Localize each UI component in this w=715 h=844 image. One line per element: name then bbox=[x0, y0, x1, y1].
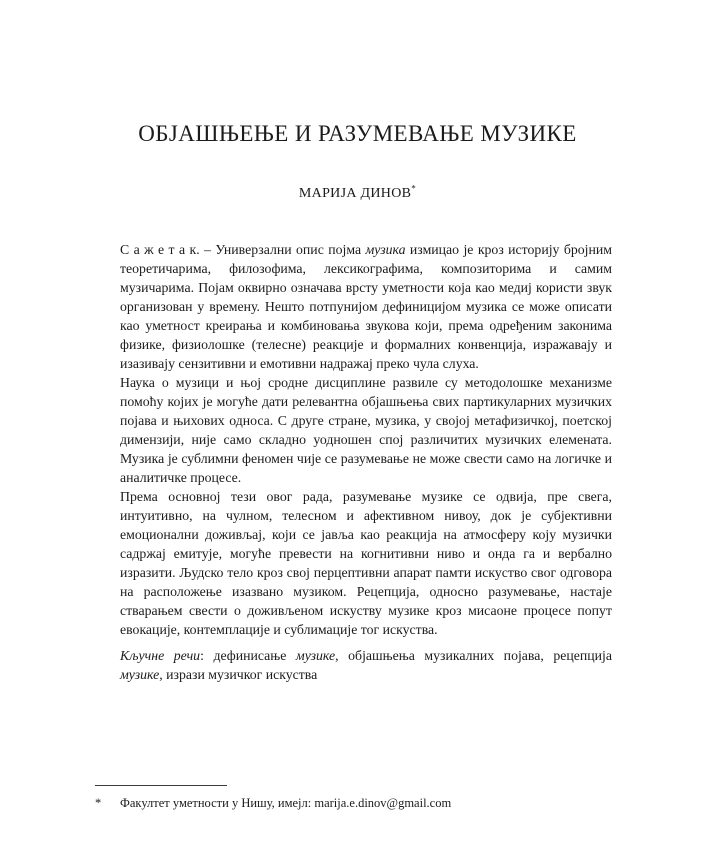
footnote-rule bbox=[95, 785, 227, 786]
footnote-block bbox=[95, 785, 620, 811]
author-line bbox=[0, 183, 715, 202]
abstract-paragraph-3: Према основној тези овог рада, разумевање музике се одвија, пре свега, интуитивно, на чулном, телесном и афективном нивоу, док је субјективни емоционални доживљај, који се јавља као реакција на атмосферу коју музички садржај емитује, могуће превести на когнитивни ниво и онда га и вербално изразити. Људско тело кроз свој перцептивни апарат памти искуство свог одговора на расположење изазвано музиком. Рецепција, односно разумевање, настаје стварањем свести о доживљеном искуству музике кроз мисаоне процесе попут евокације, контемплације и сублимације тог искуства. bbox=[120, 489, 612, 637]
author-name: МАРИЈА ДИНОВ bbox=[298, 186, 412, 201]
footnote-row bbox=[95, 795, 620, 811]
abstract-paragraph-1: С а ж е т а к. – Универзални опис појма музика измицао је кроз историју бројним теоретичарима, филозофима, лексикографима, композиторима и самим музичарима. Појам оквирно означава врсту уметности која као медиј користи звук организован у времену. Нешто потпунијом дефиницијом музика се може описати као уметност креирања и комбиновања звукова који, према одређеним законима физике, физиолошке (телесне) реакције и формалних конвенција, изражавају и изазивају сензитивни и емотивни надражај преко чула слуха. bbox=[120, 242, 612, 371]
page-title: ОБЈАШЊЕЊЕ И РАЗУМЕВАЊЕ МУЗИКЕ bbox=[138, 121, 577, 146]
keywords-line: Кључне речи: дефинисање музике, објашњења музикалних појава, рецепција музике, изрази музичког искуства bbox=[120, 648, 613, 682]
footnote-marker: * bbox=[95, 796, 102, 810]
author-note-marker: * bbox=[411, 183, 417, 194]
abstract-block bbox=[120, 240, 612, 684]
abstract-paragraph-2: Наука о музици и њој сродне дисциплине развиле су методолошке механизме помоћу којих је могуће дати релевантна објашњења свих партикуларних музичких појава и њихових односа. С друге стране, музика, у својој метафизичкој, поетској димензији, није само складно уодношен спој различитих музичких елемената. Музика је сублимни феномен чије се разумевање не може свести само на логичке и аналитичке процесе. bbox=[120, 375, 612, 485]
footnote-text: Факултет уметности у Нишу, имејл: marija.e.dinov@gmail.com bbox=[120, 796, 452, 810]
